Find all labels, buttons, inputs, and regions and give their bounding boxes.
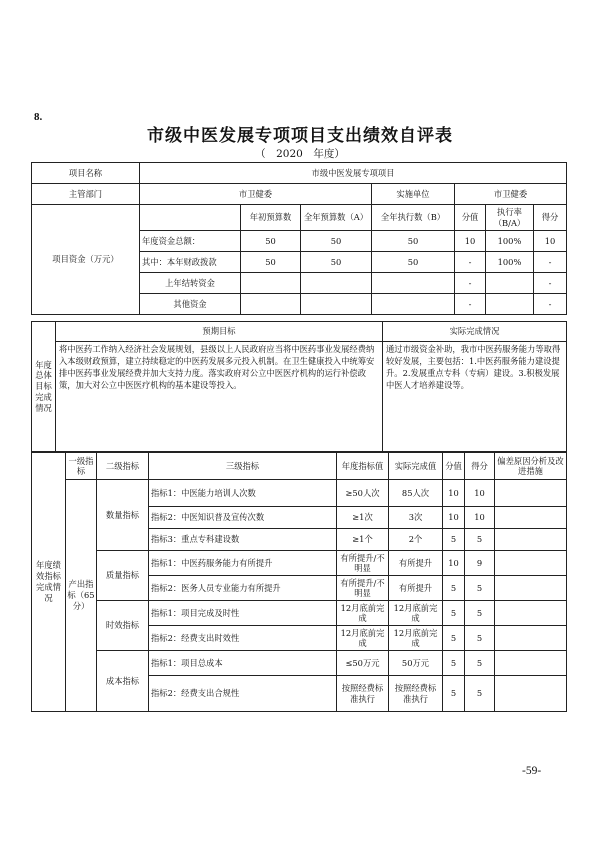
- section-number: 8.: [34, 111, 43, 123]
- actual-value: 12月底前完成: [389, 601, 443, 626]
- funds-header: 年初预算数: [241, 205, 301, 231]
- funds-cell: 100%: [486, 252, 534, 273]
- funds-cell: [241, 273, 301, 294]
- got-value: 10: [465, 507, 495, 529]
- goals-side-label: 年度总体目标完成情况: [32, 322, 56, 452]
- score-value: 10: [443, 507, 465, 529]
- target-value: ≥50人次: [337, 480, 389, 507]
- actual-value: 3次: [389, 507, 443, 529]
- target-value: ≥1个: [337, 529, 389, 551]
- funds-cell: -: [534, 252, 567, 273]
- expected-text: 将中医药工作纳入经济社会发展规划，县级以上人民政府应当将中医药事业发展经费纳入本级财政预算，建立持续稳定的中医药发展多元投入机制。在卫生健康投入中统筹安排中医药事业发展经费并加大支持力度。落实政府对公立中医医疗机构的运行补偿政策，加大对公立中医医疗机构的基本建设等投入。: [56, 342, 383, 452]
- funds-cell: 50: [241, 252, 301, 273]
- funds-header: 全年执行数（B）: [372, 205, 455, 231]
- got-value: 5: [465, 651, 495, 676]
- ind-header: 三级指标: [149, 453, 337, 480]
- indicators-side-label: 年度绩效指标完成情况: [32, 453, 66, 712]
- funds-cell: 50: [372, 252, 455, 273]
- deviation-note: [495, 576, 567, 601]
- funds-header: 全年预算数（A）: [301, 205, 372, 231]
- ind-header: 实际完成值: [389, 453, 443, 480]
- actual-text: 通过市级资金补助，我市中医药服务能力等取得较好发展，主要包括：1.中医药服务能力建设提升。2.发展重点专科（专病）建设。3.积极发展中医人才培养建设等。: [383, 342, 567, 452]
- funds-cell: [372, 294, 455, 315]
- level1-label: 产出指标（65分）: [66, 480, 97, 712]
- project-info-table: [31, 162, 567, 315]
- funds-cell: [301, 273, 372, 294]
- level2-label: 成本指标: [97, 651, 149, 712]
- got-value: 10: [465, 480, 495, 507]
- funds-cell: [486, 294, 534, 315]
- score-value: 5: [443, 601, 465, 626]
- level3-name: 指标1：项目总成本: [149, 651, 337, 676]
- level2-label: 数量指标: [97, 480, 149, 551]
- deviation-note: [495, 676, 567, 712]
- overall-goals-table: [31, 321, 567, 452]
- funds-cell: [372, 273, 455, 294]
- actual-value: 有所提升: [389, 576, 443, 601]
- got-value: 9: [465, 551, 495, 576]
- funds-cell: -: [534, 273, 567, 294]
- got-value: 5: [465, 676, 495, 712]
- level3-name: 指标2：经费支出时效性: [149, 626, 337, 651]
- score-value: 5: [443, 651, 465, 676]
- funds-cell: -: [534, 294, 567, 315]
- level2-label: 质量指标: [97, 551, 149, 601]
- impl-value: 市卫健委: [455, 184, 567, 205]
- funds-row-label: 上年结转资金: [140, 273, 241, 294]
- funds-row-label: 其中：本年财政拨款: [140, 252, 241, 273]
- deviation-note: [495, 551, 567, 576]
- level3-name: 指标2：医务人员专业能力有所提升: [149, 576, 337, 601]
- funds-cell: [301, 294, 372, 315]
- deviation-note: [495, 480, 567, 507]
- funds-cell: 50: [301, 231, 372, 252]
- funds-row-label: 其他资金: [140, 294, 241, 315]
- score-value: 5: [443, 529, 465, 551]
- page-number: -59-: [522, 765, 542, 777]
- actual-value: 有所提升: [389, 551, 443, 576]
- target-value: 12月底前完成: [337, 626, 389, 651]
- level3-name: 指标2：经费支出合规性: [149, 676, 337, 712]
- funds-cell: 100%: [486, 231, 534, 252]
- funds-cell: 10: [534, 231, 567, 252]
- deviation-note: [495, 529, 567, 551]
- ind-header: 二级指标: [97, 453, 149, 480]
- target-value: 按照经费标准执行: [337, 676, 389, 712]
- got-value: 5: [465, 576, 495, 601]
- score-value: 10: [443, 551, 465, 576]
- funds-cell: [241, 294, 301, 315]
- level3-name: 指标2：中医知识普及宣传次数: [149, 507, 337, 529]
- year-line: （ 2020 年度）: [255, 148, 345, 160]
- actual-value: 85人次: [389, 480, 443, 507]
- ind-header: 得分: [465, 453, 495, 480]
- target-value: 有所提升/不明显: [337, 576, 389, 601]
- actual-value: 2个: [389, 529, 443, 551]
- funds-cell: 50: [372, 231, 455, 252]
- level3-name: 指标1：中医能力培训人次数: [149, 480, 337, 507]
- dept-value: 市卫健委: [140, 184, 372, 205]
- indicators-table: [31, 452, 567, 712]
- ind-header: 一级指标: [66, 453, 97, 480]
- target-value: ≤50万元: [337, 651, 389, 676]
- project-name-label: 项目名称: [32, 163, 140, 184]
- page-title: 市级中医发展专项项目支出绩效自评表: [147, 126, 453, 146]
- score-value: 5: [443, 576, 465, 601]
- funds-cell: -: [455, 252, 486, 273]
- level3-name: 指标1：中医药服务能力有所提升: [149, 551, 337, 576]
- got-value: 5: [465, 626, 495, 651]
- deviation-note: [495, 626, 567, 651]
- project-name-value: 市级中医发展专项项目: [140, 163, 567, 184]
- got-value: 5: [465, 601, 495, 626]
- funds-cell: -: [455, 294, 486, 315]
- dept-label: 主管部门: [32, 184, 140, 205]
- level2-label: 时效指标: [97, 601, 149, 651]
- funds-header-blank: [140, 205, 241, 231]
- got-value: 5: [465, 529, 495, 551]
- score-value: 10: [443, 480, 465, 507]
- ind-header: 偏差原因分析及改进措施: [495, 453, 567, 480]
- score-value: 5: [443, 676, 465, 712]
- actual-value: 12月底前完成: [389, 626, 443, 651]
- deviation-note: [495, 507, 567, 529]
- funds-cell: -: [455, 273, 486, 294]
- target-value: 12月底前完成: [337, 601, 389, 626]
- funds-header: 得分: [534, 205, 567, 231]
- funds-row-label: 年度资金总额：: [140, 231, 241, 252]
- target-value: ≥1次: [337, 507, 389, 529]
- actual-value: 50万元: [389, 651, 443, 676]
- funds-cell: 10: [455, 231, 486, 252]
- funds-label: 项目资金（万元）: [32, 205, 140, 315]
- target-value: 有所提升/不明显: [337, 551, 389, 576]
- score-value: 5: [443, 626, 465, 651]
- funds-cell: 50: [301, 252, 372, 273]
- deviation-note: [495, 601, 567, 626]
- expected-header: 预期目标: [56, 322, 383, 342]
- actual-value: 按照经费标准执行: [389, 676, 443, 712]
- funds-header: 分值: [455, 205, 486, 231]
- actual-header: 实际完成情况: [383, 322, 567, 342]
- level3-name: 指标3：重点专科建设数: [149, 529, 337, 551]
- funds-cell: 50: [241, 231, 301, 252]
- funds-header: 执行率（B/A）: [486, 205, 534, 231]
- ind-header: 年度指标值: [337, 453, 389, 480]
- level3-name: 指标1：项目完成及时性: [149, 601, 337, 626]
- impl-label: 实施单位: [372, 184, 455, 205]
- deviation-note: [495, 651, 567, 676]
- funds-cell: [486, 273, 534, 294]
- ind-header: 分值: [443, 453, 465, 480]
